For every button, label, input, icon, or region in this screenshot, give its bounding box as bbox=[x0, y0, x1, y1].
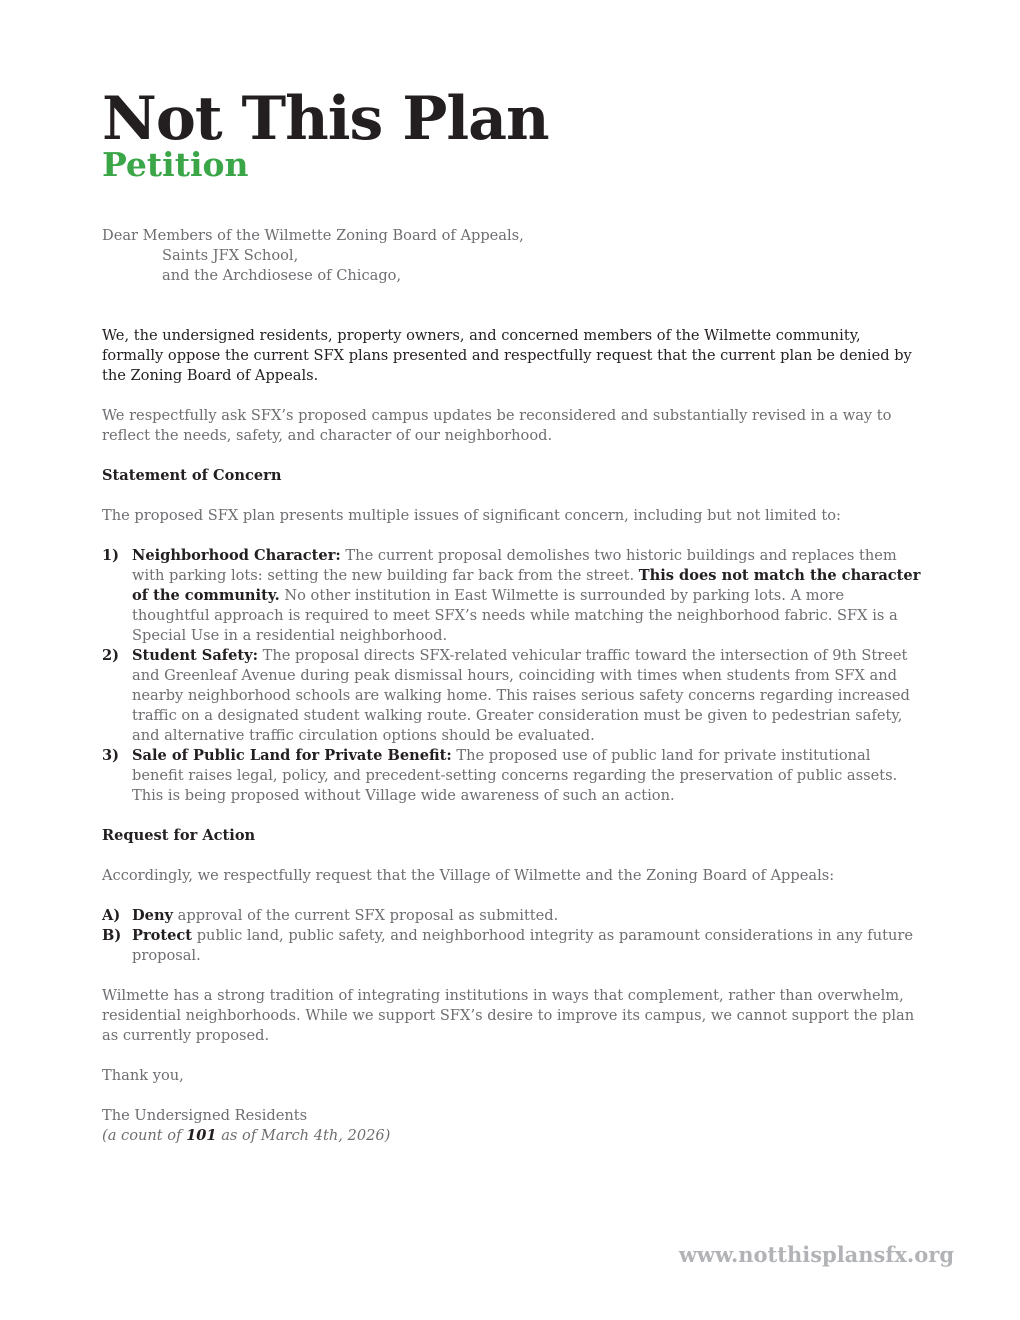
salutation-line-1: Dear Members of the Wilmette Zoning Board of Appeals, bbox=[102, 227, 524, 244]
action-lead: Accordingly, we respectfully request that the Village of Wilmette and the Zoning Board of Appeals: bbox=[102, 867, 835, 884]
list-marker: 2) bbox=[102, 647, 120, 664]
list-marker: 1) bbox=[102, 547, 120, 564]
salutation-line-3: and the Archdiosese of Chicago, bbox=[162, 267, 402, 284]
count-prefix: (a count of bbox=[102, 1127, 187, 1144]
concern-item-3 bbox=[102, 746, 922, 806]
concern-lead: The proposed SFX plan presents multiple issues of significant concern, including but not limited to: bbox=[102, 507, 841, 524]
count-value: 101 bbox=[186, 1127, 217, 1144]
action-item-a bbox=[102, 906, 922, 926]
closing-paragraph: Wilmette has a strong tradition of integrating institutions in ways that complement, rather than overwhelm, residential neighborhoods. While we support SFX’s desire to improve its campus, we cannot support the plan as currently proposed. bbox=[102, 987, 915, 1044]
concern-item-title: Student Safety: bbox=[132, 647, 258, 664]
concern-item-1 bbox=[102, 546, 922, 646]
concern-item-title: Sale of Public Land for Private Benefit: bbox=[132, 747, 452, 764]
signature-line: The Undersigned Residents bbox=[102, 1107, 308, 1124]
action-item-title: Deny bbox=[132, 907, 174, 924]
concern-item-2 bbox=[102, 646, 922, 746]
concern-item-text: The proposed use of public land for private institutional benefit raises legal, policy, and precedent-setting concerns regarding the preservation of public assets. This is being proposed without Village wide awareness of such an action. bbox=[132, 747, 898, 804]
concern-item-text: The proposal directs SFX-related vehicular traffic toward the intersection of 9th Street and Greenleaf Avenue during peak dismissal hours, coinciding with times when students from SFX and nearby neighborhood schools are walking home. This raises serious safety concerns regarding increased traffic on a designated student walking route. Greater consideration must be given to pedestrian safety, and alternative traffic circulation options should be evaluated. bbox=[132, 647, 910, 744]
list-marker: B) bbox=[102, 927, 122, 944]
salutation bbox=[102, 226, 922, 286]
concern-item-text: The current proposal demolishes two historic buildings and replaces them with parking lots: setting the new building far back from the street. bbox=[132, 547, 897, 584]
request-paragraph: We respectfully ask SFX’s proposed campus updates be reconsidered and substantially revised in a way to reflect the needs, safety, and character of our neighborhood. bbox=[102, 407, 892, 444]
action-heading: Request for Action bbox=[102, 827, 256, 844]
list-marker: 3) bbox=[102, 747, 120, 764]
footer-url[interactable]: www.notthisplansfx.org bbox=[678, 1242, 954, 1267]
action-item-text: public land, public safety, and neighborhood integrity as paramount considerations in any future proposal. bbox=[132, 927, 913, 964]
action-item-b bbox=[102, 926, 922, 966]
concern-heading: Statement of Concern bbox=[102, 467, 282, 484]
list-marker: A) bbox=[102, 907, 121, 924]
intro-paragraph: We, the undersigned residents, property owners, and concerned members of the Wilmette community, formally oppose the current SFX plans presented and respectfully request that the current plan be denied by the Zoning Board of Appeals. bbox=[102, 327, 912, 384]
action-item-text: approval of the current SFX proposal as submitted. bbox=[173, 907, 559, 924]
concern-item-title: Neighborhood Character: bbox=[132, 547, 341, 564]
action-item-title: Protect bbox=[132, 927, 193, 944]
page-subtitle: Petition bbox=[102, 145, 249, 184]
salutation-line-2: Saints JFX School, bbox=[162, 247, 299, 264]
concern-item-emphasis: This does not match the character of the community. bbox=[132, 567, 921, 604]
thanks-line: Thank you, bbox=[102, 1067, 184, 1084]
page-title: Not This Plan bbox=[102, 84, 549, 154]
signature-count bbox=[102, 1126, 922, 1146]
signature bbox=[102, 1106, 922, 1146]
concern-item-text-2: No other institution in East Wilmette is surrounded by parking lots. A more thoughtful approach is required to meet SFX’s needs while matching the neighborhood fabric. SFX is a Special Use in a residential neighborhood. bbox=[132, 587, 898, 644]
action-list bbox=[102, 906, 922, 966]
count-suffix: as of March 4th, 2026) bbox=[216, 1127, 391, 1144]
concern-list bbox=[102, 546, 922, 806]
